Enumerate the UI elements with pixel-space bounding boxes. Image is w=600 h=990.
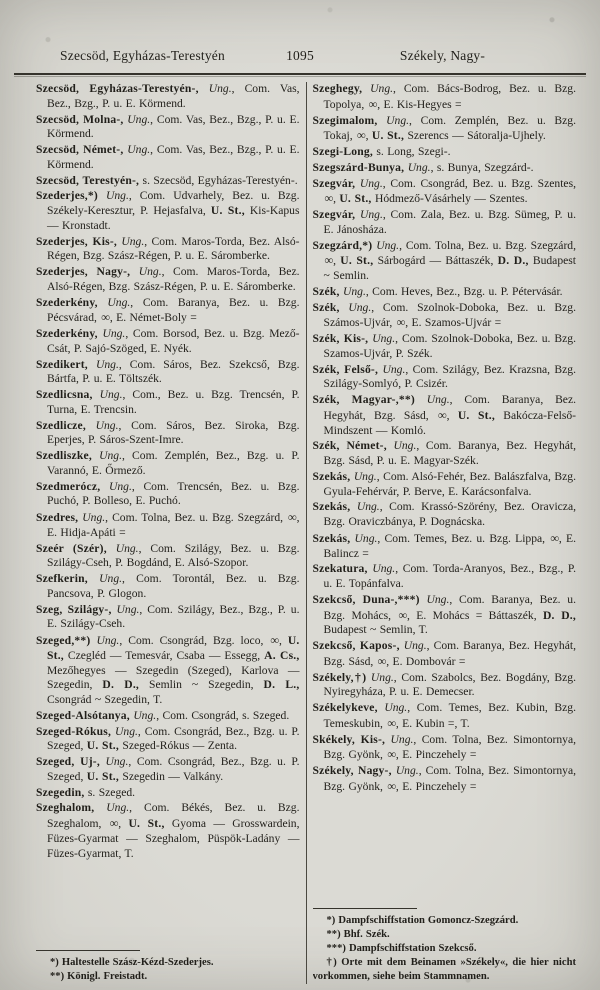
gazetteer-entry: Szedlicsna, Ung., Com., Bez. u. Bzg. Trencsén, P. Turna, E. Trencsin. — [36, 388, 300, 416]
gazetteer-entry: Szefkerin, Ung., Com. Torontál, Bez. u. Bzg. Pancsova, P. Glogon. — [36, 572, 300, 600]
gazetteer-entry: Szeged-Rókus, Ung., Com. Csongrád, Bez., Bzg. u. P. Szeged, U. St., Szeged-Rókus — Zenta. — [36, 724, 300, 753]
gazetteer-entry: Szedres, Ung., Com. Tolna, Bez. u. Bzg. Szegzárd, ∞, E. Hidja-Apáti = — [36, 510, 300, 539]
gazetteer-entry: Szék, Ung., Com. Heves, Bez., Bzg. u. P. Pétervásár. — [312, 284, 563, 298]
posthorn-icon: ∞ — [324, 253, 333, 268]
gazetteer-entry: Szedlicze, Ung., Com. Sáros, Bez. Siroka, Bzg. Eperjes, P. Sáros-Szent-Imre. — [36, 418, 300, 447]
gazetteer-entry: Szeghegy, Ung., Com. Bács-Bodrog, Bez. u. Bzg. Topolya, ∞, E. Kis-Hegyes = — [312, 82, 576, 111]
gazetteer-entry: Szegszárd-Bunya, Ung., s. Bunya, Szegzárd-. — [312, 160, 534, 174]
header-keyword-right: Székely, Nagy- — [399, 48, 486, 63]
text-columns — [36, 82, 576, 984]
gazetteer-entry: Szecsöd, Terestyén-, s. Szecsöd, Egyházas-Terestyén-. — [36, 173, 298, 187]
right-column — [313, 82, 577, 984]
column-divider — [306, 82, 307, 984]
gazetteer-entry: Szekás, Ung., Com. Alsó-Fehér, Bez. Balászfalva, Bzg. Gyula-Fehérvár, P. Berve, E. Karácsonfalva. — [312, 469, 576, 498]
gazetteer-entry: Szecsöd, Molna-, Ung., Com. Vas, Bez., Bzg., P. u. E. Körmend. — [36, 112, 300, 141]
posthorn-icon: ∞ — [396, 315, 405, 330]
gazetteer-entry: Szekás, Ung., Com. Krassó-Szörény, Bez. Oravicza, Bzg. Oraviczbánya, P. Dognácska. — [312, 500, 576, 528]
gazetteer-entry: Szeér (Szér), Ung., Com. Szilágy, Bez. u. Bzg. Szilágy-Cseh, P. Bogdánd, E. Alsó-Szopor. — [36, 541, 300, 570]
posthorn-icon: ∞ — [550, 530, 558, 545]
page-header — [0, 48, 600, 64]
gazetteer-entry: Szederjes,*) Ung., Com. Udvarhely, Bez. u. Bzg. Székely-Keresztur, P. Hejasfalva, U. St., Kis-Kapus — Kronstadt. — [36, 189, 300, 232]
gazetteer-entry: Szekcső, Kapos-, Ung., Com. Baranya, Bez. Hegyhát, Bzg. Sásd, ∞, E. Dombovár = — [312, 639, 576, 668]
posthorn-icon: ∞ — [101, 310, 109, 325]
gazetteer-entry: Szeg, Szilágy-, Ung., Com. Szilágy, Bez., Bzg., P. u. E. Szilágy-Cseh. — [36, 602, 300, 631]
footnote: ***) Dampfschiffstation Szekcső. — [326, 943, 477, 954]
gazetteer-entry: Szekatura, Ung., Com. Torda-Aranyos, Bez., Bzg., P. u. E. Topánfalva. — [312, 562, 576, 590]
gazetteer-entry: Szék, Kis-, Ung., Com. Szolnok-Doboka, Bez. u. Bzg. Szamos-Ujvár, P. Szék. — [312, 332, 576, 360]
gazetteer-entry: Szegzárd,*) Ung., Com. Tolna, Bez. u. Bzg. Szegzárd, ∞, U. St., Sárbogárd — Báttaszék, D. D., Budapest ~ Semlin. — [312, 238, 576, 282]
gazetteer-entry: Szedliszke, Ung., Com. Zemplén, Bez., Bzg. u. P. Varannó, E. Őrmező. — [36, 449, 300, 477]
footnote: †) Orte mit dem Beinamen »Székely«, die hier nicht vorkommen, siehe beim Stammnamen. — [312, 957, 576, 982]
posthorn-icon: ∞ — [288, 510, 296, 524]
gazetteer-entry: Szék, Ung., Com. Szolnok-Doboka, Bez. u. Bzg. Számos-Ujvár, ∞, E. Szamos-Ujvár = — [312, 300, 576, 330]
gazetteer-entry: Szeghalom, Ung., Com. Békés, Bez. u. Bzg. Szeghalom, ∞, U. St., Gyoma — Grosswardein, Füzes-Gyarmat — Szeghalom, Püspök-Ladány — Füzes-Gyarmat, T. — [36, 801, 300, 860]
gazetteer-entry: Szederjes, Nagy-, Ung., Com. Maros-Torda, Bez. Alsó-Régen, Bzg. Szász-Régen, P. u. E. Sáromberke. — [36, 265, 300, 293]
posthorn-icon: ∞ — [398, 607, 406, 622]
gazetteer-entry: Szedikert, Ung., Com. Sáros, Bez. Szekcső, Bzg. Bártfa, P. u. E. Töltszék. — [36, 357, 300, 386]
footnote-rule — [36, 950, 140, 951]
gazetteer-entry: Szegvár, Ung., Com. Csongrád, Bez. u. Bzg. Szentes, ∞, U. St., Hódmező-Vásárhely — Szentes. — [312, 176, 576, 206]
gazetteer-entry: Szedmerócz, Ung., Com. Trencsén, Bez. u. Bzg. Puchó, P. Bolleso, E. Puchó. — [36, 479, 300, 508]
gazetteer-entry: Szék, Német-, Ung., Com. Baranya, Bez. Hegyhát, Bzg. Sásd, P. u. E. Magyar-Szék. — [312, 439, 576, 467]
gazetteer-entry: Szegimalom, Ung., Com. Zemplén, Bez. u. Bzg. Tokaj, ∞, U. St., Szerencs — Sátoralja-Ujhely. — [312, 113, 576, 143]
footnote-rule — [313, 908, 417, 909]
gazetteer-entry: Szegedin, s. Szeged. — [36, 785, 136, 799]
gazetteer-entry: Szecsöd, Egyházas-Terestyén-, Ung., Com. Vas, Bez., Bzg., P. u. E. Körmend. — [36, 82, 300, 110]
gazetteer-entry: Szekcső, Duna-,***) Ung., Com. Baranya, Bez. u. Bzg. Mohács, ∞, E. Mohács = Báttaszék, D. D., Budapest ~ Semlin, T. — [312, 592, 576, 637]
gazetteer-entry: Székely,†) Ung., Com. Szabolcs, Bez. Bogdány, Bzg. Nyiregyháza, P. u. E. Demecser. — [312, 670, 576, 699]
posthorn-icon: ∞ — [368, 96, 377, 111]
posthorn-icon: ∞ — [377, 653, 386, 668]
posthorn-icon: ∞ — [387, 715, 395, 730]
gazetteer-entry: Szederkény, Ung., Com. Baranya, Bez. u. Bzg. Pécsvárad, ∞, E. Német-Boly = — [36, 295, 300, 325]
footnote: **) Königl. Freistadt. — [50, 971, 148, 982]
posthorn-icon: ∞ — [109, 816, 118, 830]
gazetteer-entry: Szekás, Ung., Com. Temes, Bez. u. Bzg. Lippa, ∞, E. Balincz = — [312, 530, 576, 560]
gazetteer-entry: Székely, Nagy-, Ung., Com. Tolna, Bez. Simontornya, Bzg. Gyönk, ∞, E. Pinczehely = — [312, 764, 576, 793]
gazetteer-entry: Szederkény, Ung., Com. Borsod, Bez. u. Bzg. Mező-Csát, P. Sajó-Szöged, E. Nyék. — [36, 327, 300, 355]
page-number: 1095 — [286, 48, 314, 63]
posthorn-icon: ∞ — [387, 778, 395, 793]
gazetteer-entry: Szecsöd, Német-, Ung., Com. Vas, Bez., Bzg., P. u. E. Körmend. — [36, 143, 300, 171]
posthorn-icon: ∞ — [387, 747, 395, 762]
footnote: *) Dampfschiffstation Gomoncz-Szegzárd. — [326, 915, 519, 926]
footnote: *) Haltestelle Szász-Kézd-Szederjes. — [50, 957, 214, 968]
gazetteer-entry: Szék, Magyar-,**) Ung., Com. Baranya, Bez. Hegyhát, Bzg. Sásd, ∞, U. St., Bakócza-Felső-Mindszent — Komló. — [312, 393, 576, 437]
header-keyword-left: Szecsöd, Egyházas-Terestyén — [60, 48, 225, 63]
gazetteer-entry: Szeged-Alsótanya, Ung., Com. Csongrád, s. Szeged. — [36, 708, 290, 722]
posthorn-icon: ∞ — [270, 633, 278, 647]
posthorn-icon: ∞ — [324, 191, 333, 206]
gazetteer-entry: Székelykeve, Ung., Com. Temes, Bez. Kubin, Bzg. Temeskubin, ∞, E. Kubin =, T. — [312, 701, 576, 730]
gazetteer-entry: Szegi-Long, s. Long, Szegi-. — [312, 145, 451, 158]
gazetteer-entry: Szegvár, Ung., Com. Zala, Bez. u. Bzg. Sümeg, P. u. E. Jánosháza. — [312, 208, 576, 236]
left-column — [36, 82, 300, 984]
gazetteer-entry: Skékely, Kis-, Ung., Com. Tolna, Bez. Simontornya, Bzg. Gyönk, ∞, E. Pinczehely = — [312, 732, 576, 762]
posthorn-icon: ∞ — [357, 128, 365, 143]
footnote: **) Bhf. Szék. — [326, 929, 390, 940]
gazetteer-entry: Szék, Felső-, Ung., Com. Szilágy, Bez. Krazsna, Bzg. Szilágy-Somlyó, P. Csizér. — [312, 362, 576, 391]
gazetteer-entry: Szederjes, Kis-, Ung., Com. Maros-Torda, Bez. Alsó-Régen, Bzg. Szász-Régen, P. u. E. Sáromberke. — [36, 234, 300, 263]
gazetteer-entry: Szeged, Uj-, Ung., Com. Csongrád, Bez., Bzg. u. P. Szeged, U. St., Szegedin — Valkány. — [36, 755, 300, 783]
gazetteer-entry: Szeged,**) Ung., Com. Csongrád, Bzg. loco, ∞, U. St., Czegléd — Temesvár, Csaba — Essegg, A. Cs., Mezőhegyes — Szegedin (Szeged), Karlova — Szegedin, D. D., Semlin ~ Szegedin, D. L., Csongrád ~ Szegedin, T. — [36, 633, 300, 706]
header-rule — [14, 73, 586, 77]
posthorn-icon: ∞ — [438, 407, 446, 422]
